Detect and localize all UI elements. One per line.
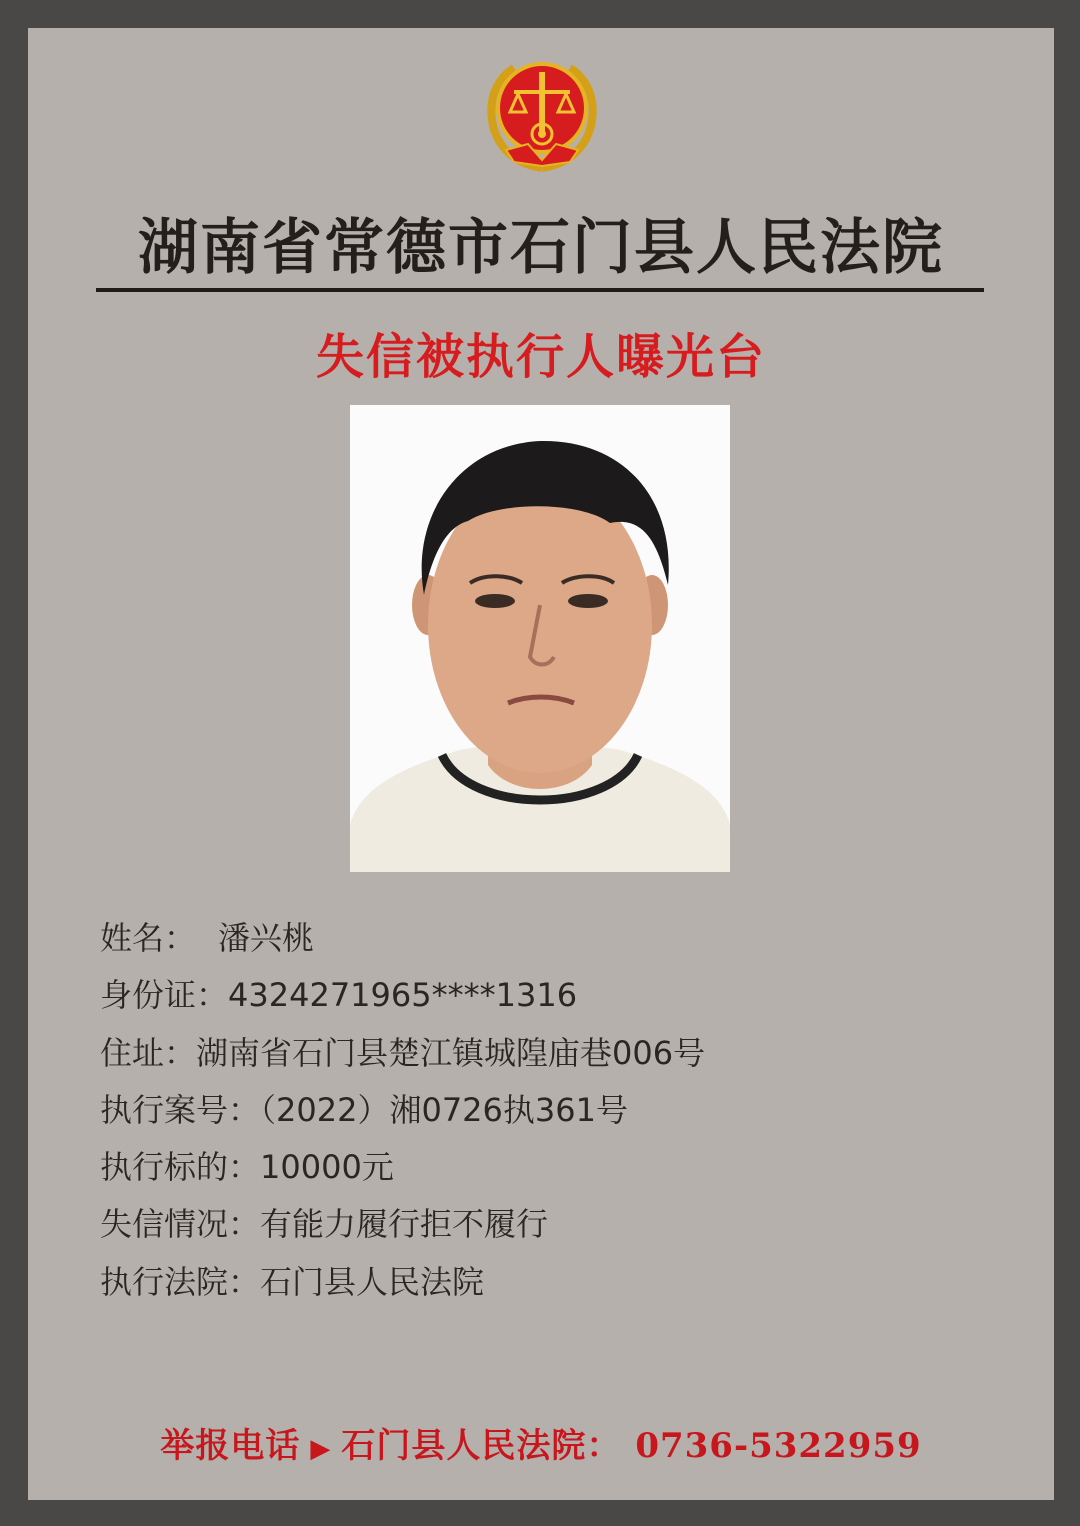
info-value: 潘兴桃 <box>218 919 315 957</box>
hotline-phone: 0736-5322959 <box>635 1426 922 1466</box>
info-label: 失信情况： <box>100 1205 261 1244</box>
info-row-case-number <box>100 1082 705 1139</box>
info-row-execution-amount <box>100 1139 705 1196</box>
info-label: 执行案号： <box>100 1090 261 1129</box>
person-photo <box>350 405 730 872</box>
report-hotline <box>28 1418 1054 1467</box>
info-label: 执行标的： <box>100 1148 261 1187</box>
triangle-right-icon: ▶ <box>310 1434 332 1464</box>
info-row-name <box>100 910 705 967</box>
info-row-id-card <box>100 967 705 1024</box>
court-emblem-icon <box>484 50 600 174</box>
court-name-heading: 湖南省常德市石门县人民法院 <box>138 213 944 283</box>
info-value: 10000元 <box>260 1148 394 1187</box>
info-row-default-status <box>100 1196 705 1253</box>
notice-poster <box>28 28 1054 1500</box>
hotline-prefix: 举报电话 <box>160 1426 301 1466</box>
hotline-court: 石门县人民法院： <box>341 1426 622 1466</box>
debtor-info <box>100 910 705 1311</box>
info-label: 执行法院： <box>100 1262 261 1301</box>
info-label: 身份证： <box>100 976 229 1015</box>
info-value: 石门县人民法院 <box>260 1262 485 1301</box>
exposure-subtitle: 失信被执行人曝光台 <box>315 329 766 385</box>
info-row-executing-court <box>100 1254 705 1311</box>
info-label: 姓名： <box>100 919 197 957</box>
info-value: 4324271965****1316 <box>228 976 578 1015</box>
person-portrait-icon <box>350 405 730 872</box>
info-value: 有能力履行拒不履行 <box>260 1205 549 1244</box>
title-divider <box>96 288 984 292</box>
info-value: （2022）湘0726执361号 <box>260 1090 628 1129</box>
info-label: 住址： <box>100 1033 197 1072</box>
info-value: 湖南省石门县楚江镇城隍庙巷006号 <box>196 1033 706 1072</box>
info-row-address <box>100 1025 705 1082</box>
